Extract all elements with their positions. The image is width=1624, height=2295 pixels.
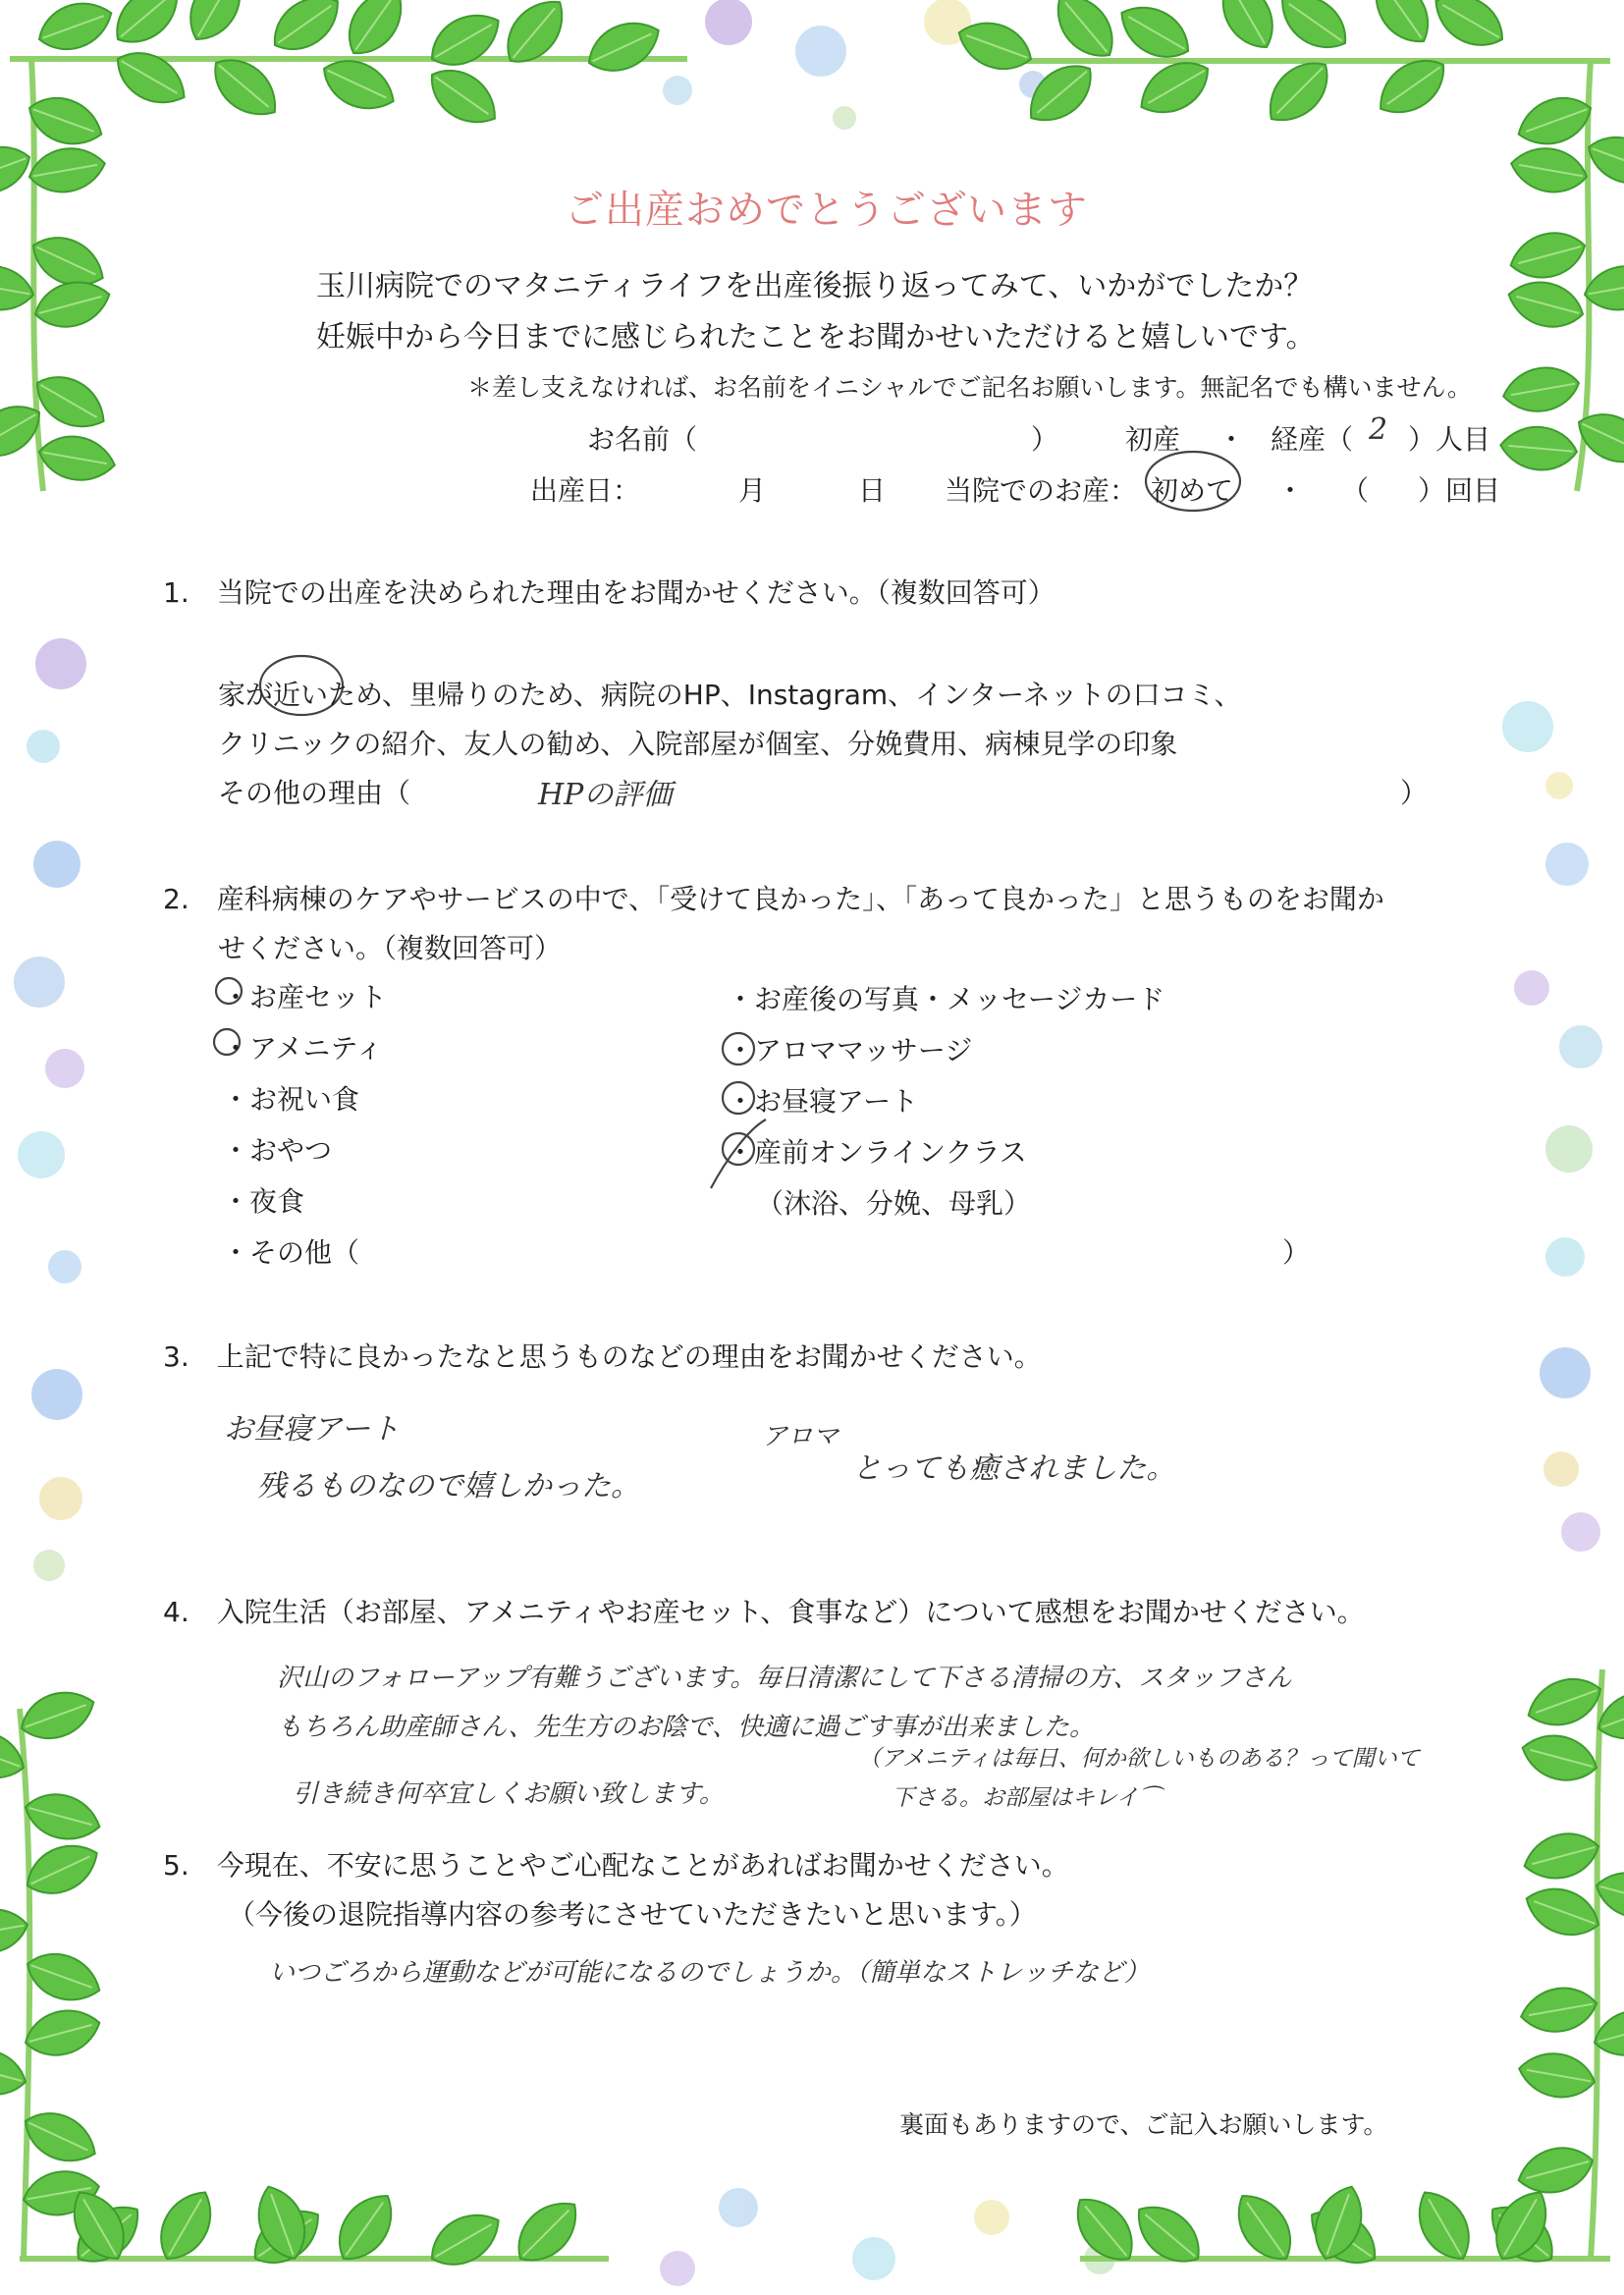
- times-close: ）回目: [1418, 474, 1501, 507]
- q1-options-line-1: 家が近いため、里帰りのため、病院のHP、Instagram、インターネットの口コミ、: [218, 679, 1242, 711]
- q3-answer-left-2[interactable]: 残るものなので嬉しかった。: [257, 1469, 640, 1503]
- separator-dot-2: ・: [1276, 474, 1305, 507]
- q2-option-photo-card[interactable]: ・お産後の写真・メッセージカード: [727, 983, 1165, 1015]
- q2-online-class-topics: （沐浴、分娩、母乳）: [756, 1187, 1032, 1220]
- q1-other-answer[interactable]: HPの評価: [538, 778, 673, 812]
- q3-answer-left-1[interactable]: お昼寝アート: [224, 1412, 401, 1447]
- q2-other-close: ）: [1282, 1236, 1311, 1269]
- q4-answer-line-1[interactable]: 沢山のフォローアップ有難うございます。毎日清潔にして下さる清掃の方、スタッフさん: [277, 1664, 1292, 1693]
- q2-option-snack[interactable]: ・おやつ: [222, 1134, 333, 1167]
- q2-option-other[interactable]: ・その他（: [222, 1236, 360, 1269]
- initials-note: ＊差し支えなければ、お名前をイニシャルでご記名お願いします。無記名でも構いません。: [467, 373, 1473, 402]
- q5-answer[interactable]: いつごろから運動などが可能になるのでしょうか。（簡単なストレッチなど）: [269, 1958, 1150, 1988]
- q3-answer-right-1[interactable]: アロマ: [762, 1422, 839, 1451]
- month-label: 月: [738, 474, 767, 507]
- q1-other-label: その他の理由（: [218, 777, 411, 809]
- q4-aside-line-2[interactable]: 下さる。お部屋はキレイ⌒: [892, 1785, 1162, 1811]
- intro-line-2: 妊娠中から今日までに感じられたことをお聞かせいただけると嬉しいです。: [316, 320, 1316, 355]
- q2-option-night-meal[interactable]: ・夜食: [222, 1185, 305, 1218]
- births-suffix: ）人目: [1408, 423, 1491, 456]
- q2-option-aroma-massage[interactable]: ・アロママッサージ: [727, 1034, 973, 1066]
- q3-question: 3. 上記で特に良かったなと思うものなどの理由をお聞かせください。: [163, 1340, 1042, 1373]
- this-hospital-label: 当院でのお産：: [945, 474, 1138, 507]
- q2-option-amenity[interactable]: ・アメニティ: [222, 1032, 384, 1065]
- q4-answer-line-3[interactable]: 引き続き何卒宜しくお願い致します。: [293, 1779, 725, 1809]
- separator-dot: ・: [1218, 423, 1246, 456]
- first-time-option[interactable]: 初めて: [1151, 474, 1234, 507]
- q1-question: 1. 当院での出産を決められた理由をお聞かせください。（複数回答可）: [163, 576, 1056, 609]
- times-open: （: [1341, 474, 1370, 507]
- q1-options-line-2: クリニックの紹介、友人の勧め、入院部屋が個室、分娩費用、病棟見学の印象: [218, 728, 1178, 760]
- intro-line-1: 玉川病院でのマタニティライフを出産後振り返ってみて、いかがでしたか？: [316, 269, 1314, 303]
- q4-question: 4. 入院生活（お部屋、アメニティやお産セット、食事など）について感想をお聞かせください。: [163, 1596, 1365, 1628]
- multi-birth-label: 経産（: [1271, 423, 1354, 456]
- q1-other-close: ）: [1400, 777, 1429, 809]
- first-birth-label: 初産: [1125, 423, 1181, 456]
- birthdate-label: 出産日：: [530, 474, 641, 507]
- q2-question-line-2: せください。（複数回答可）: [218, 932, 563, 964]
- q2-question-line-1: 2. 産科病棟のケアやサービスの中で、「受けて良かった」、「あって良かった」と思うものをお聞か: [163, 883, 1384, 915]
- back-side-note: 裏面もありますので、ご記入お願いします。: [899, 2110, 1388, 2139]
- q4-answer-line-2[interactable]: もちろん助産師さん、先生方のお陰で、快適に過ごす事が出来ました。: [277, 1713, 1096, 1742]
- name-close: ）: [1031, 423, 1059, 456]
- page-title: ご出産おめでとうございます: [565, 188, 1088, 233]
- births-count-answer[interactable]: 2: [1369, 412, 1388, 447]
- name-label: お名前（: [587, 423, 698, 456]
- q5-subtext: （今後の退院指導内容の参考にさせていただきたいと思います。）: [228, 1898, 1037, 1931]
- q2-option-osan-set[interactable]: ・お産セット: [222, 981, 388, 1013]
- q5-question: 5. 今現在、不安に思うことやご心配なことがあればお聞かせください。: [163, 1849, 1069, 1882]
- day-label: 日: [858, 474, 887, 507]
- q2-option-nap-art[interactable]: ・お昼寝アート: [727, 1085, 919, 1118]
- q4-aside-line-1[interactable]: （アメニティは毎日、何か欲しいものある？って聞いて: [858, 1746, 1420, 1772]
- q3-answer-right-2[interactable]: とっても癒されました。: [852, 1451, 1176, 1486]
- q2-option-celebration-meal[interactable]: ・お祝い食: [222, 1083, 360, 1116]
- q2-option-prenatal-online-class[interactable]: ・産前オンラインクラス: [727, 1136, 1027, 1169]
